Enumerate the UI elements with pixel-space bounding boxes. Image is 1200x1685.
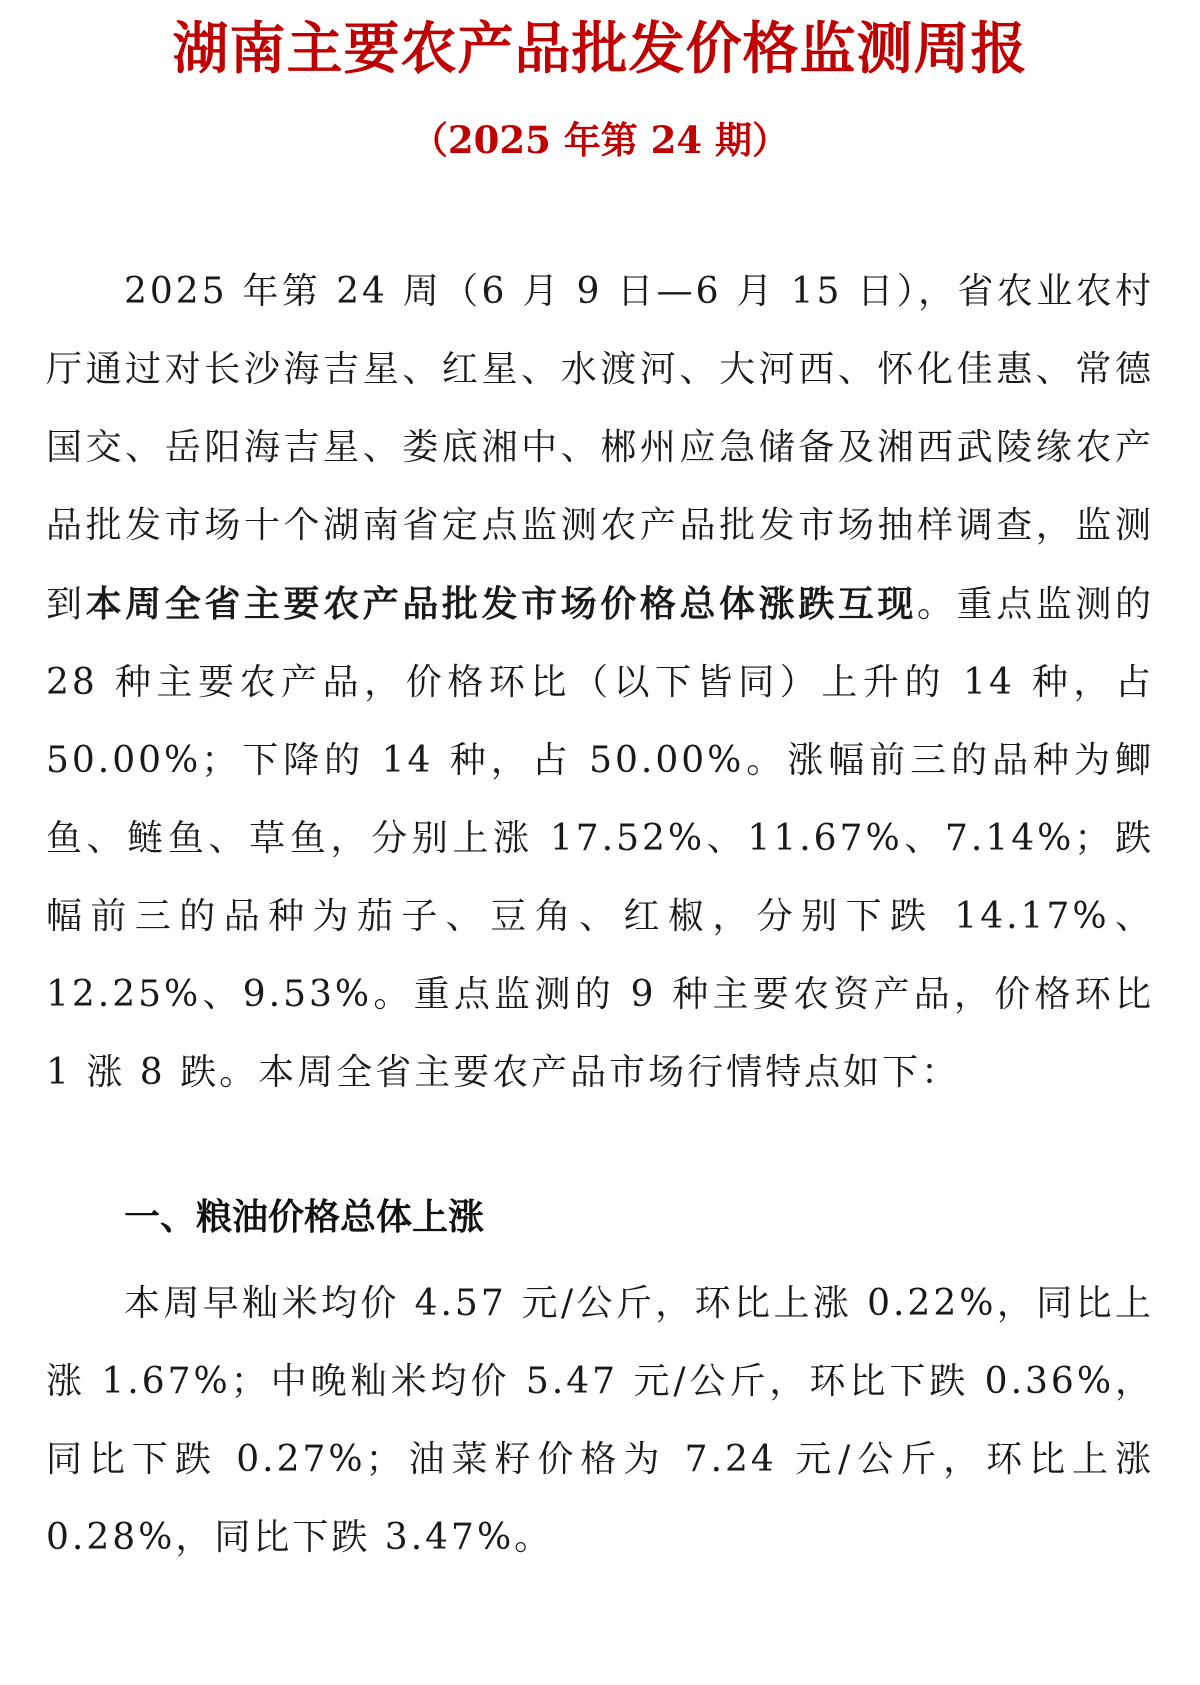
intro-text-before-bold: 2025 年第 24 周（6 月 9 日—6 月 15 日），省农业农村厅通过对长沙海吉星、红星、水渡河、大河西、怀化佳惠、常德国交、岳阳海吉星、娄底湘中、郴州应急储备及湘西武陵缘农产品批发市场十个湖南省定点监测农产品批发市场抽样调查，监测到: [46, 271, 1154, 625]
report-issue: （2025 年第 24 期）: [410, 118, 790, 162]
intro-bold-summary: 本周全省主要农产品批发市场价格总体涨跌互现: [85, 583, 918, 625]
report-title: 湖南主要农产品批发价格监测周报: [172, 17, 1028, 82]
section-1-heading: 一、粮油价格总体上涨: [124, 1197, 485, 1238]
intro-paragraph: [46, 253, 1154, 1112]
section-1-paragraph: 本周早籼米均价 4.57 元/公斤，环比上涨 0.22%，同比上涨 1.67%；中晚籼米均价 5.47 元/公斤，环比下跌 0.36%，同比下跌 0.27%；油菜籽价格为 7.24 元/公斤，环比上涨 0.28%，同比下跌 3.47%。: [46, 1283, 1154, 1558]
intro-text-after-bold: 。重点监测的 28 种主要农产品，价格环比（以下皆同）上升的 14 种，占 50.00%；下降的 14 种，占 50.00%。涨幅前三的品种为鲫鱼、鲢鱼、草鱼，分别上涨 17.52%、11.67%、7.14%；跌幅前三的品种为茄子、豆角、红椒，分别下跌 14.17%、12.25%、9.53%。重点监测的 9 种主要农资产品，价格环比 1 涨 8 跌。本周全省主要农产品市场行情特点如下：: [46, 584, 1154, 1093]
